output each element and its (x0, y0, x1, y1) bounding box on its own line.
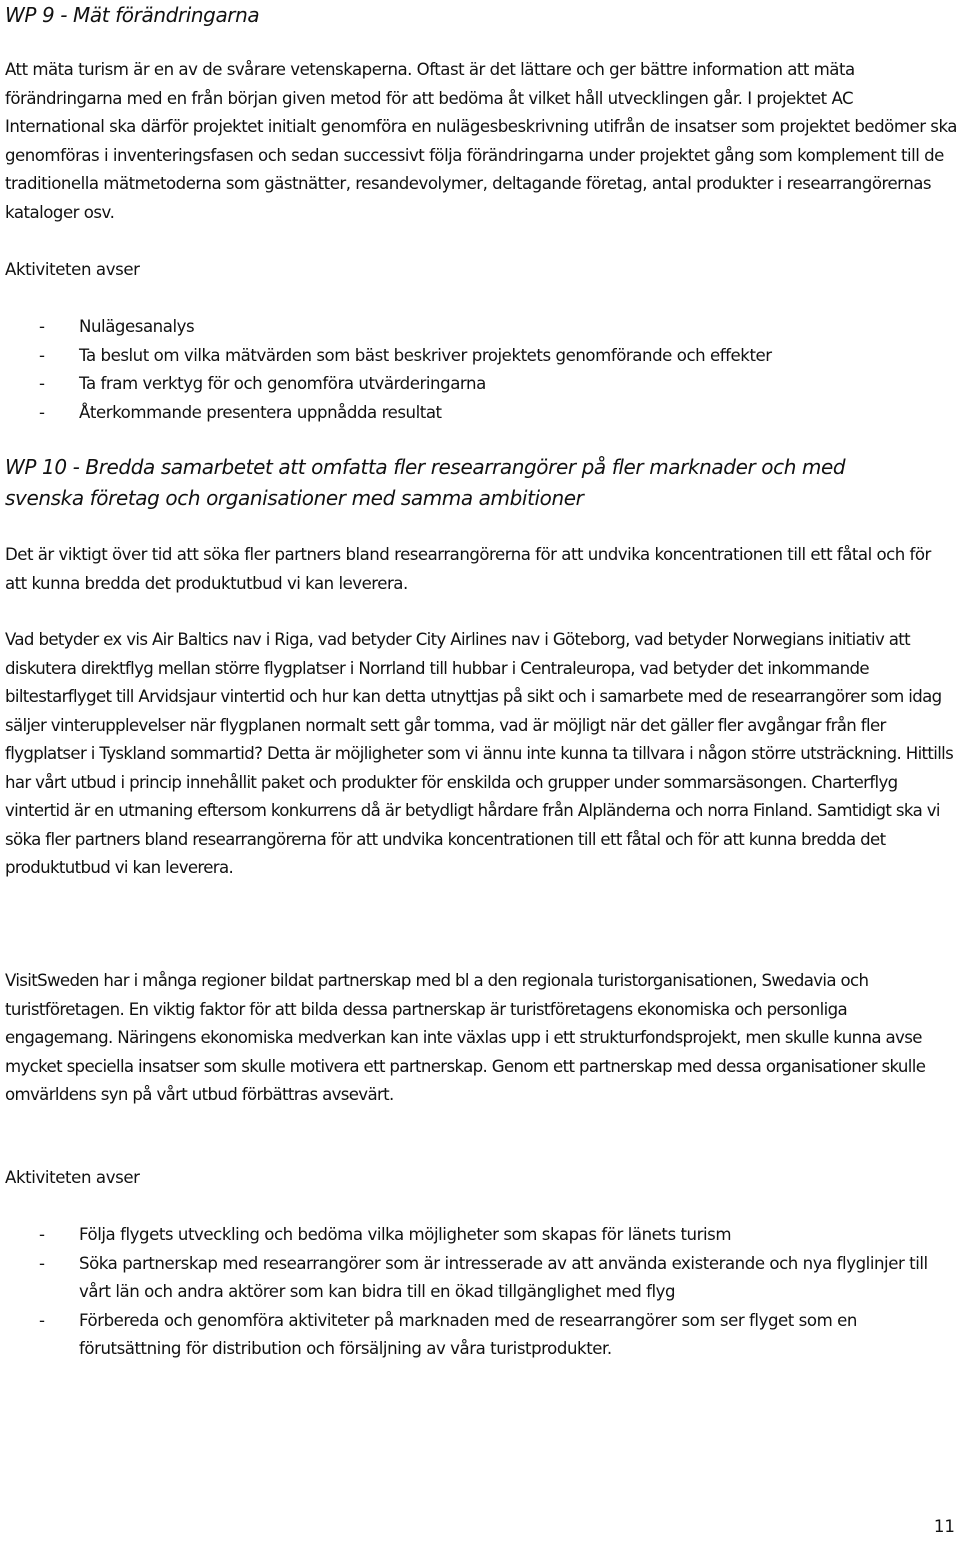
page-number: 11 (933, 1517, 955, 1536)
wp10-activity-list (0, 1221, 939, 1364)
wp10-heading: WP 10 - Bredda samarbetet att omfatta fler researrangörer på fler marknader och med svenska företag och organisationer med samma ambitioner (5, 455, 846, 510)
list-item (0, 370, 939, 399)
list-item-text: Ta fram verktyg för och genomföra utvärderingarna (79, 374, 486, 393)
list-item (0, 399, 939, 428)
bullet-dash: - (39, 1253, 45, 1273)
bullet-dash: - (39, 317, 45, 336)
bullet-dash: - (39, 1310, 45, 1330)
wp9-activity-label: Aktiviteten avser (5, 260, 140, 279)
list-item (0, 342, 939, 371)
list-item-text: Följa flygets utveckling och bedöma vilka möjligheter som skapas för länets turism (79, 1225, 732, 1244)
wp10-paragraph-3: VisitSweden har i många regioner bildat partnerskap med bl a den regionala turistorganisationen, Swedavia och turistföretagen. En viktig faktor för att bilda dessa partnerskap är turistföretagens ekonomiska och personliga engagemang. Näringens ekonomiska medverkan kan inte växlas upp i ett strukturfondsprojekt, men skulle kunna avse mycket speciella insatser som skulle motivera ett partnerskap. Genom ett partnerskap med dessa organisationer skulle omvärldens syn på vårt utbud förbättras avsevärt. (5, 971, 926, 1104)
list-item (0, 313, 939, 342)
list-item (0, 1221, 939, 1250)
bullet-dash: - (39, 1225, 45, 1244)
list-item-text: Återkommande presentera uppnådda resultat (79, 402, 442, 422)
bullet-dash: - (39, 345, 45, 365)
list-item-text: Nulägesanalys (79, 317, 195, 336)
wp9-intro-paragraph: Att mäta turism är en av de svårare vetenskaperna. Oftast är det lättare och ger bättre information att mäta förändringarna med en från början given metod för att bedöma åt vilket håll utvecklingen går. I projektet AC International ska därför projektet initialt genomföra en nulägesbeskrivning utifrån de insatser som projektet bedömer ska genomföras i inventeringsfasen och sedan successivt följa förändringarna under projektet gång som komplement till de traditionella mätmetoderna som gästnätter, resandevolymer, deltagande företag, antal produkter i researrangörernas kataloger osv. (5, 60, 957, 222)
list-item (0, 1250, 939, 1307)
list-item (0, 1307, 939, 1364)
list-item-text: Ta beslut om vilka mätvärden som bäst beskriver projektets genomförande och effekter (79, 345, 772, 365)
wp10-activity-label: Aktiviteten avser (5, 1168, 140, 1187)
wp10-paragraph-2: Vad betyder ex vis Air Baltics nav i Riga, vad betyder City Airlines nav i Göteborg, vad betyder Norwegians initiativ att diskutera direktflyg mellan större flygplatser i Norrland till hubbar i Centraleuropa, vad betyder det inkommande biltestarflyget till Arvidsjaur vintertid och hur kan detta utnyttjas på sikt och i samarbete med de researrangörer som idag säljer vinterupplevelser när flygplanen normalt sett går tomma, vad är möjligt när det gäller fler avgångar från fler flygplatser i Tyskland sommartid? Detta är möjligheter som vi ännu inte kunna ta tillvara i någon större utsträckning. Hittills har vårt utbud i princip innehållit paket och produkter för enskilda och grupper under sommarsäsongen. Charterflyg vintertid är en utmaning eftersom konkurrens då är betydligt hårdare från Alpländerna och norra Finland. Samtidigt ska vi söka fler partners bland researrangörerna för att undvika koncentrationen till ett fåtal och för att kunna bredda det produktutbud vi kan leverera. (5, 630, 954, 877)
bullet-dash: - (39, 374, 45, 393)
list-item-text: Förbereda och genomföra aktiviteter på marknaden med de researrangörer som ser flyget som en förutsättning för distribution och försäljning av våra turistprodukter. (79, 1310, 857, 1358)
bullet-dash: - (39, 402, 45, 422)
wp9-activity-list (0, 313, 939, 427)
wp9-heading: WP 9 - Mät förändringarna (5, 3, 260, 27)
list-item-text: Söka partnerskap med researrangörer som är intresserade av att använda existerande och nya flyglinjer till vårt län och andra aktörer som kan bidra till en ökad tillgänglighet med flyg (79, 1253, 928, 1301)
wp10-paragraph-1: Det är viktigt över tid att söka fler partners bland researrangörerna för att undvika koncentrationen till ett fåtal och för att kunna bredda det produktutbud vi kan leverera. (5, 545, 931, 593)
